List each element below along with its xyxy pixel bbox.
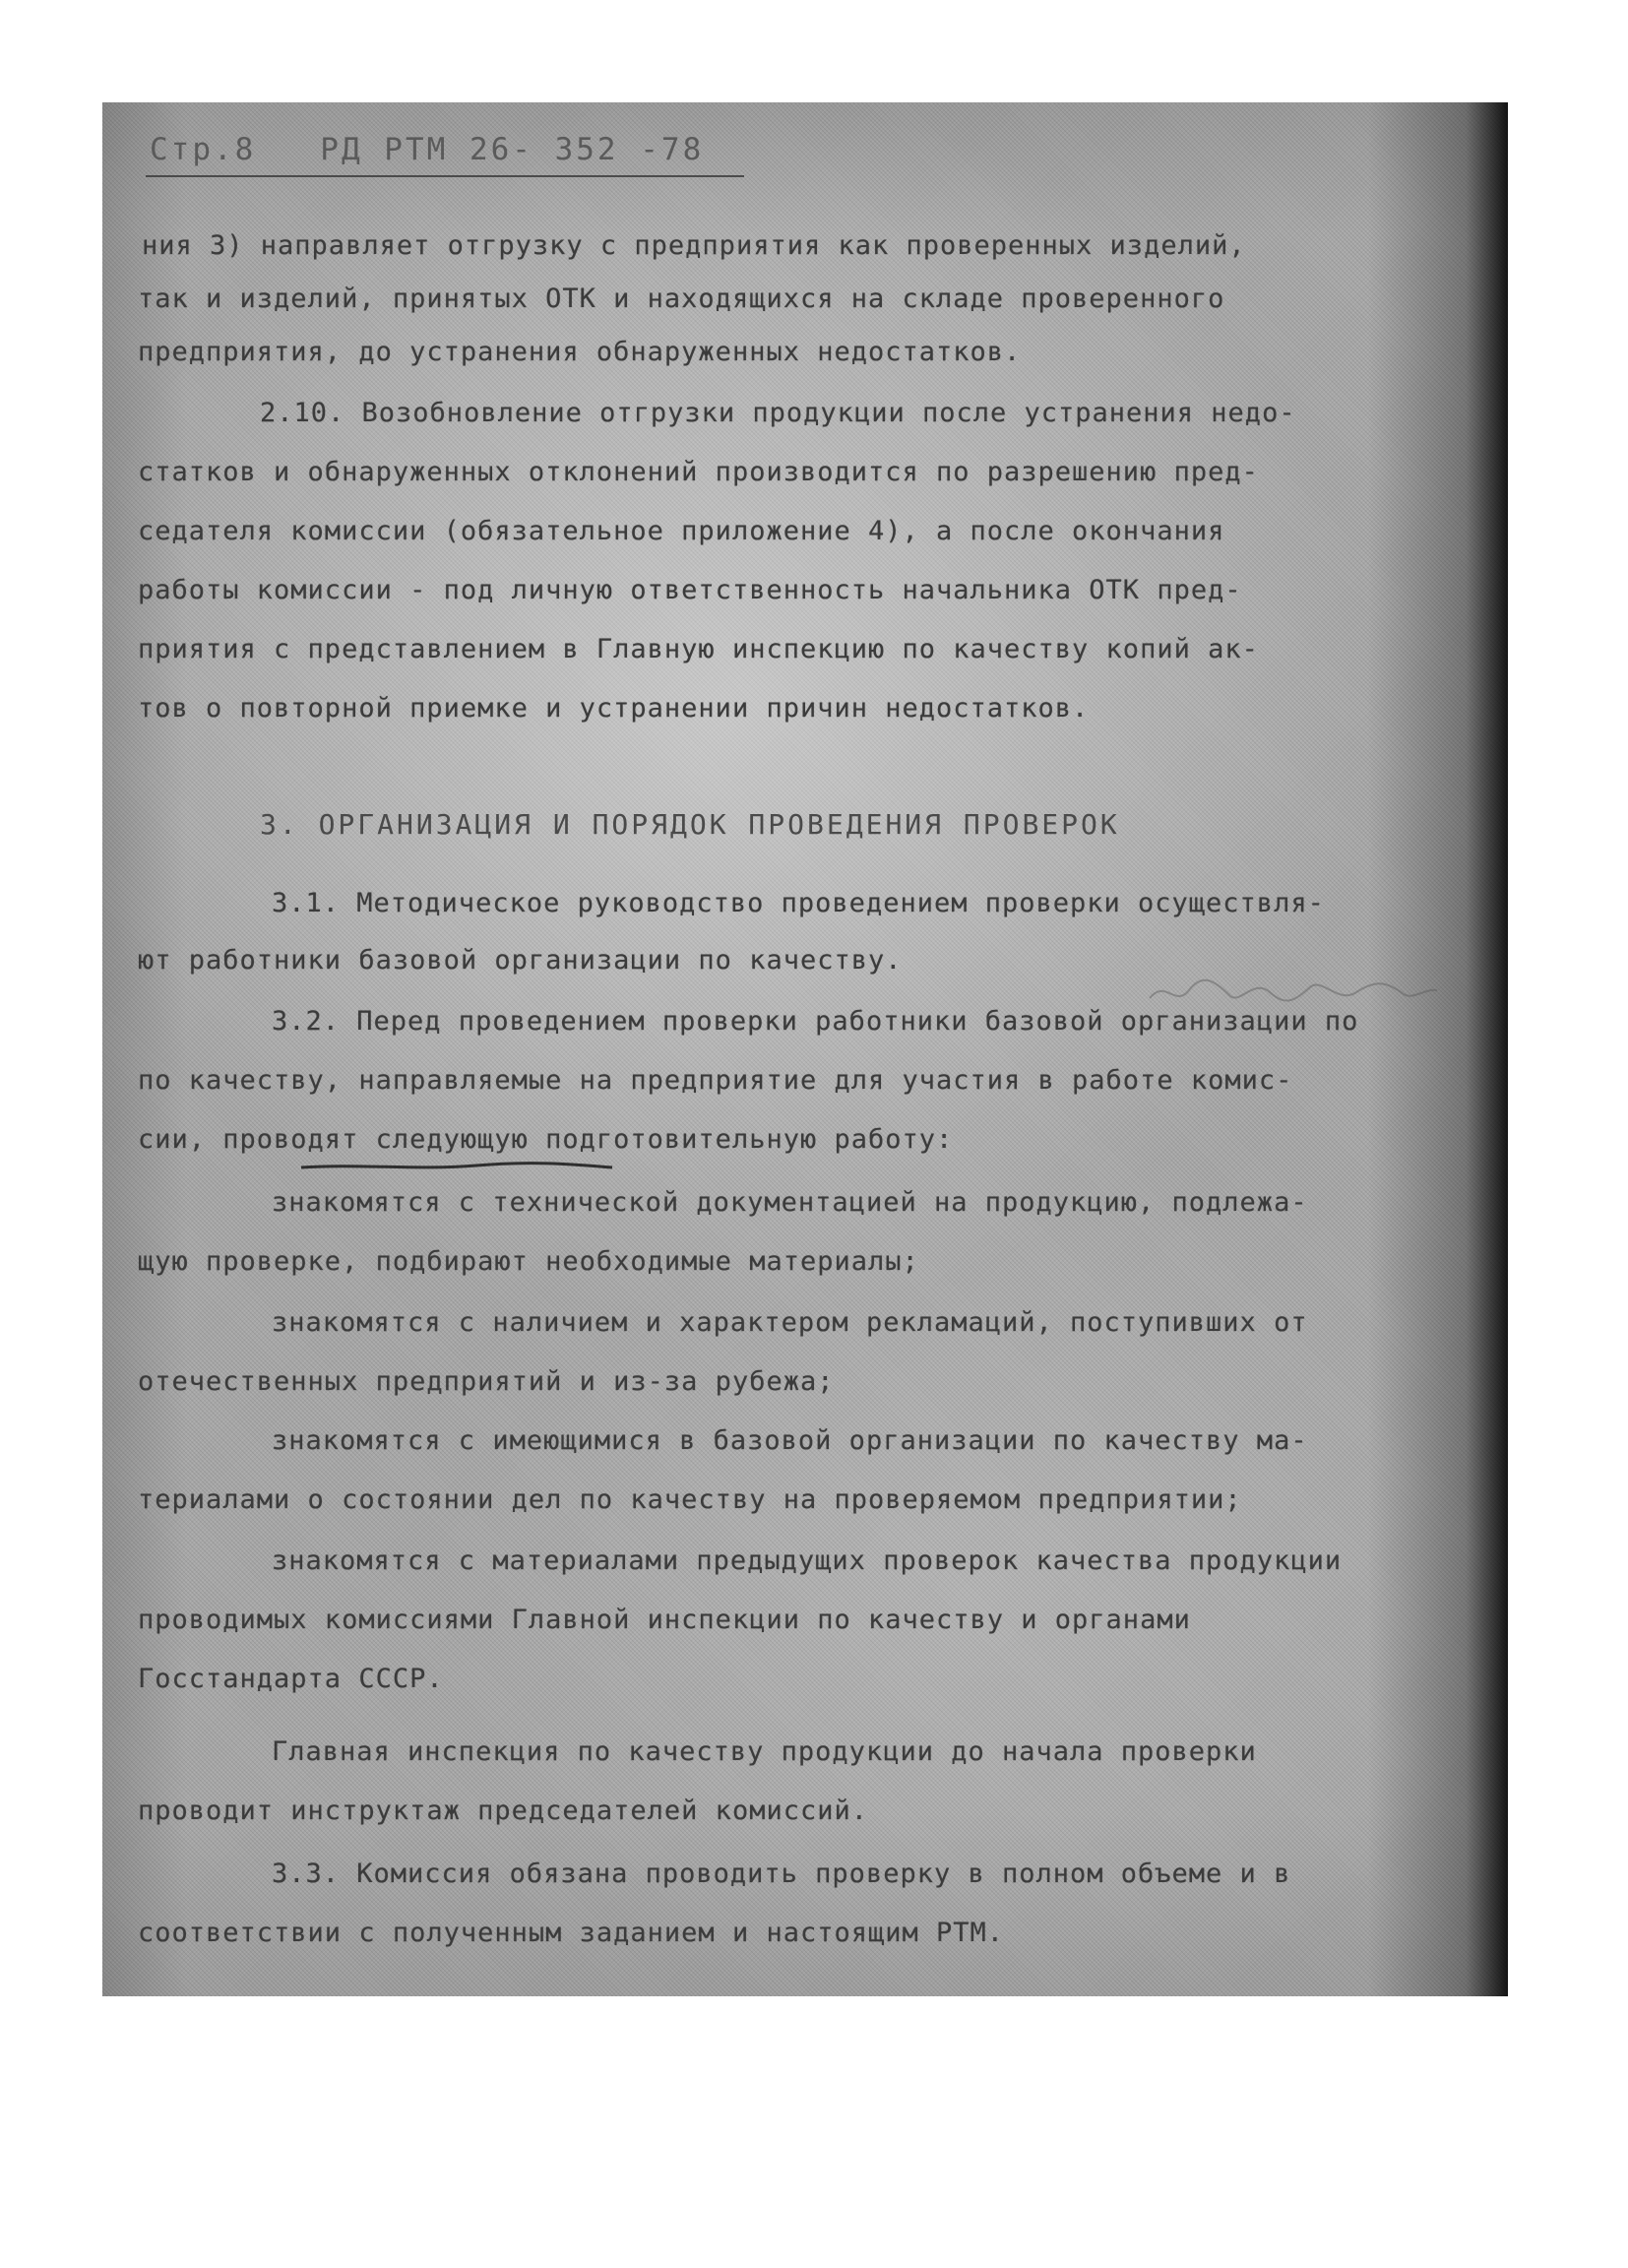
text-line: 2.10. Возобновление отгрузки продукции после устранения недо- — [260, 398, 1296, 428]
text-line: знакомятся с материалами предыдущих проверок качества продукции — [272, 1545, 1343, 1576]
text-line: ют работники базовой организации по качеству. — [138, 945, 903, 976]
text-line: по качеству, направляемые на предприятие для участия в работе комис- — [138, 1065, 1293, 1096]
text-line: щую проверке, подбирают необходимые материалы; — [138, 1246, 919, 1277]
text-line: предприятия, до устранения обнаруженных недостатков. — [138, 337, 1022, 367]
text-line: сии, проводят следующую подготовительную работу: — [138, 1124, 954, 1155]
text-line: соответствии с полученным заданием и настоящим РТМ. — [138, 1918, 1005, 1948]
text-line: знакомятся с наличием и характером рекламаций, поступивших от — [272, 1307, 1308, 1338]
text-line: проводит инструктаж председателей комиссий. — [138, 1796, 868, 1826]
text-line: ния 3) направляет отгрузку с предприятия как проверенных изделий, — [142, 230, 1246, 261]
text-line: отечественных предприятий и из-за рубежа; — [138, 1366, 835, 1397]
text-line: приятия с представлением в Главную инспекцию по качеству копий ак- — [138, 634, 1259, 664]
text-line: знакомятся с имеющимися в базовой организации по качеству ма- — [272, 1425, 1308, 1456]
scanned-page — [102, 102, 1508, 1996]
text-line: Госстандарта СССР. — [138, 1664, 444, 1694]
text-line: териалами о состоянии дел по качеству на проверяемом предприятии; — [138, 1484, 1242, 1515]
text-line: так и изделий, принятых ОТК и находящихся на складе проверенного — [138, 284, 1225, 314]
text-line: тов о повторной приемке и устранении причин недостатков. — [138, 693, 1090, 724]
text-line: 3.2. Перед проведением проверки работники базовой организации по — [272, 1006, 1359, 1037]
section-heading: 3. ОРГАНИЗАЦИЯ И ПОРЯДОК ПРОВЕДЕНИЯ ПРОВЕРОК — [260, 808, 1120, 841]
strikethrough-mark — [299, 1162, 614, 1171]
page-header: Стр.8 РД РТМ 26- 352 -78 — [150, 132, 705, 167]
text-line: работы комиссии - под личную ответственность начальника ОТК пред- — [138, 575, 1242, 605]
text-line: 3.1. Методическое руководство проведением проверки осуществля- — [272, 888, 1325, 918]
text-line: знакомятся с технической документацией на продукцию, подлежа- — [272, 1187, 1308, 1218]
text-line: Главная инспекция по качеству продукции до начала проверки — [272, 1736, 1257, 1767]
text-line: 3.3. Комиссия обязана проводить проверку в полном объеме и в — [272, 1858, 1291, 1889]
handwritten-annotation — [1146, 969, 1441, 1014]
text-line: статков и обнаруженных отклонений производится по разрешению пред- — [138, 457, 1259, 487]
text-line: седателя комиссии (обязательное приложение 4), а после окончания — [138, 516, 1225, 546]
header-underline — [146, 175, 744, 177]
text-line: проводимых комиссиями Главной инспекции по качеству и органами — [138, 1605, 1191, 1635]
